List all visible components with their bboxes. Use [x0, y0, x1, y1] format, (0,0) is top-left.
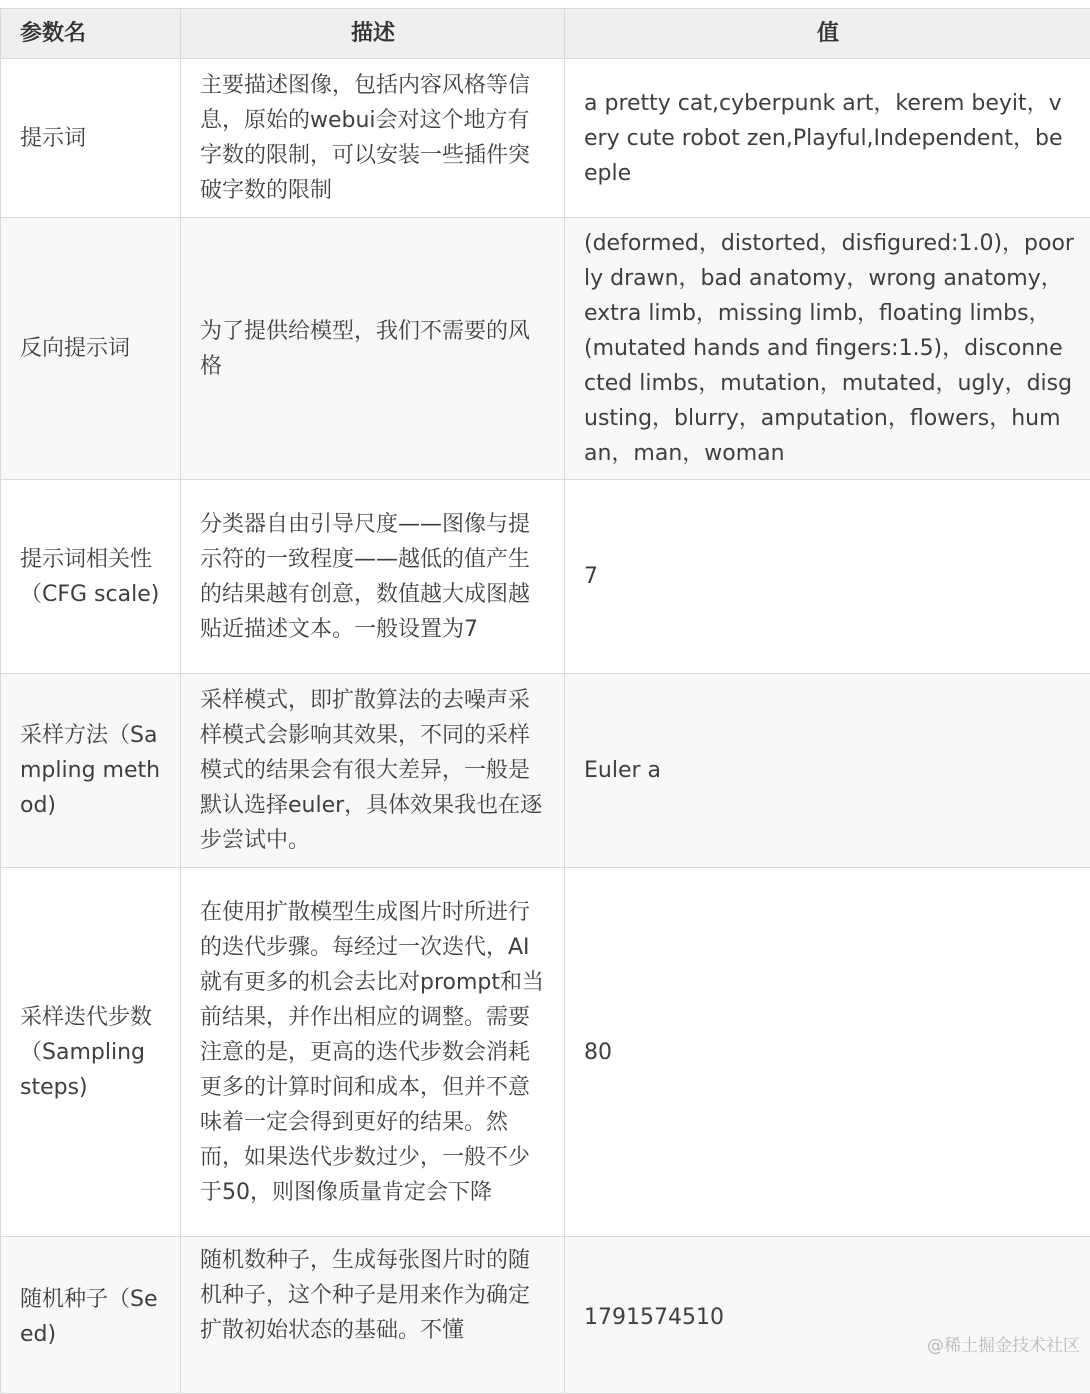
table-row [1, 1237, 1090, 1394]
header-param-name: 参数名 [1, 9, 181, 59]
parameter-table [0, 8, 1090, 1394]
table-row [1, 868, 1090, 1237]
table-row [1, 674, 1090, 868]
description-cell: 随机数种子，生成每张图片时的随机种子，这个种子是用来作为确定扩散初始状态的基础。不懂 [181, 1237, 565, 1394]
value-cell: (deformed，distorted，disfigured:1.0)，poorly drawn，bad anatomy，wrong anatomy，extra limb，missing limb，floating limbs，(mutated hands and fingers:1.5)，disconnected limbs，mutation，mutated，ugly，disgusting，blurry，amputation，flowers，human，man，woman [565, 218, 1090, 480]
watermark: @稀土掘金技术社区 [927, 1331, 1080, 1356]
value-cell: 1791574510 [565, 1237, 1090, 1394]
table-body [1, 59, 1090, 1394]
description-cell: 主要描述图像，包括内容风格等信息，原始的webui会对这个地方有字数的限制，可以安装一些插件突破字数的限制 [181, 59, 565, 218]
param-name-cell: 提示词 [1, 59, 181, 218]
header-description: 描述 [181, 9, 565, 59]
table-row [1, 480, 1090, 674]
value-cell: Euler a [565, 674, 1090, 868]
table-header [1, 9, 1090, 59]
description-cell: 分类器自由引导尺度——图像与提示符的一致程度——越低的值产生的结果越有创意，数值越大成图越贴近描述文本。一般设置为7 [181, 480, 565, 674]
header-row [1, 9, 1090, 59]
value-cell: a pretty cat,cyberpunk art，kerem beyit，very cute robot zen,Playful,Independent，beeple [565, 59, 1090, 218]
description-cell: 在使用扩散模型生成图片时所进行的迭代步骤。每经过一次迭代，AI就有更多的机会去比对prompt和当前结果，并作出相应的调整。需要注意的是，更高的迭代步数会消耗更多的计算时间和成本，但并不意味着一定会得到更好的结果。然而，如果迭代步数过少，一般不少于50，则图像质量肯定会下降 [181, 868, 565, 1237]
param-name-cell: 采样方法（Sampling method) [1, 674, 181, 868]
param-name-cell: 提示词相关性（CFG scale) [1, 480, 181, 674]
description-cell: 为了提供给模型，我们不需要的风格 [181, 218, 565, 480]
param-name-cell: 反向提示词 [1, 218, 181, 480]
value-cell: 7 [565, 480, 1090, 674]
value-cell: 80 [565, 868, 1090, 1237]
table-row [1, 59, 1090, 218]
description-cell: 采样模式，即扩散算法的去噪声采样模式会影响其效果，不同的采样模式的结果会有很大差异，一般是默认选择euler，具体效果我也在逐步尝试中。 [181, 674, 565, 868]
param-name-cell: 采样迭代步数（Sampling steps) [1, 868, 181, 1237]
table-row [1, 218, 1090, 480]
header-value: 值 [565, 9, 1090, 59]
param-name-cell: 随机种子（Seed) [1, 1237, 181, 1394]
